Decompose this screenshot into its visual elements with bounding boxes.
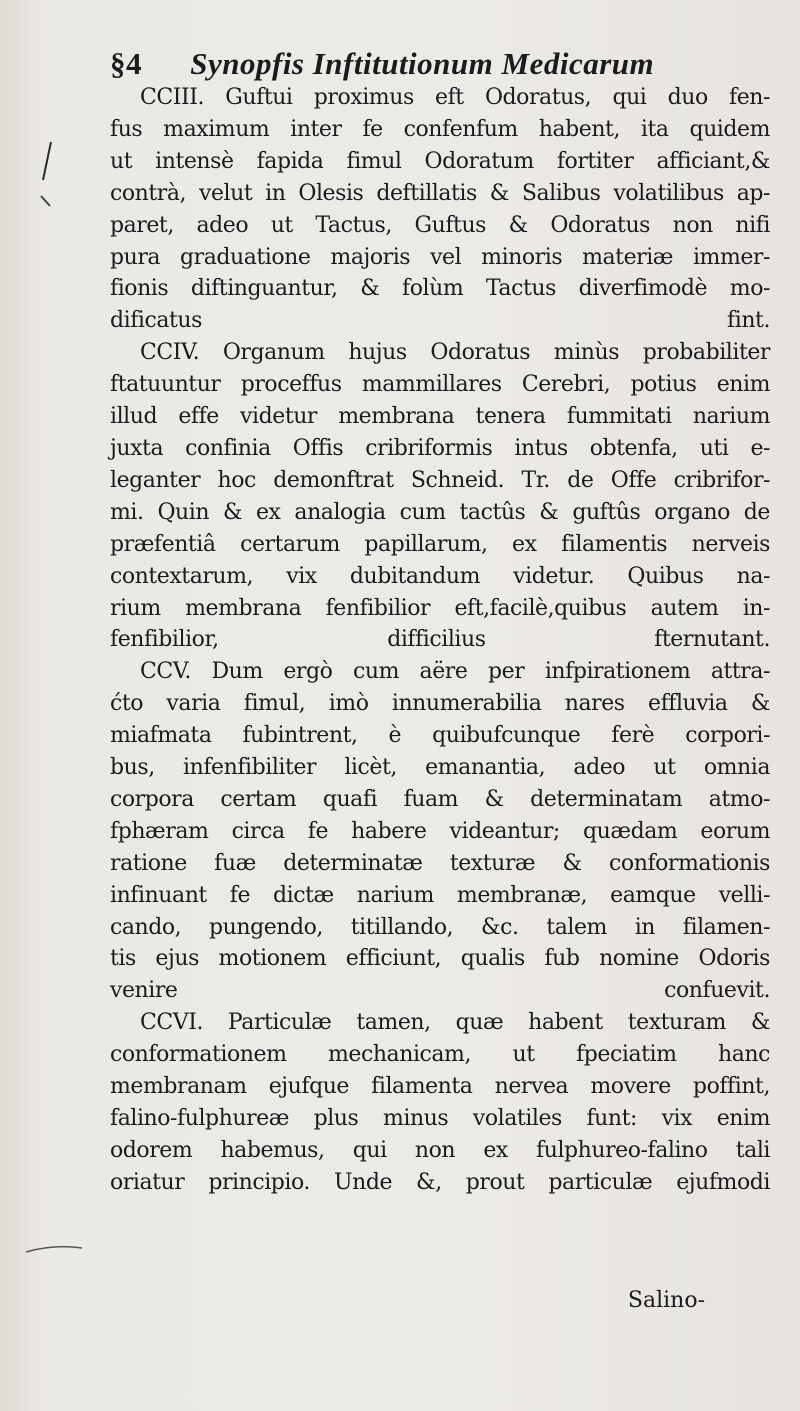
bottom-pen-mark [24, 1242, 84, 1256]
section-number: §4 [110, 46, 142, 81]
text-line: corpora certam quafi fuam & determinatam atmo- [110, 786, 770, 812]
text-line: fus maximum inter fe confenfum habent, ita quidem [110, 116, 770, 142]
text-line: ut intensè fapida fimul Odoratum fortiter afficiant,& [110, 148, 770, 174]
text-line: rium membrana fenfibilior eft,facilè,quibus autem in- [110, 595, 770, 621]
text-line: fenfibilior, difficilius fternutant. [110, 627, 770, 653]
text-line: CCIII. Guftui proximus eft Odoratus, qui duo fen- [140, 85, 770, 110]
text-line: ćto varia fimul, imò innumerabilia nares effluvia & [110, 691, 770, 717]
text-line: tis ejus motionem efficiunt, qualis fub nomine Odoris [110, 946, 770, 972]
text-line: fphæram circa fe habere videantur; quædam eorum [110, 818, 770, 844]
text-line: conformationem mechanicam, ut fpeciatim hanc [110, 1042, 770, 1068]
text-line: ftatuuntur proceffus mammillares Cerebri, potius enim [110, 372, 770, 398]
paragraph-cciii [110, 82, 770, 337]
text-line: CCV. Dum ergò cum aëre per infpirationem attra- [140, 659, 770, 685]
catchword: Salino- [627, 1288, 705, 1313]
paragraph-cciv [110, 337, 770, 656]
text-line: falino-fulphureæ plus minus volatiles funt: vix enim [110, 1106, 770, 1131]
text-line: præfentiâ certarum papillarum, ex filamentis nerveis [110, 531, 770, 557]
text-line: contextarum, vix dubitandum videtur. Quibus na- [110, 563, 770, 589]
text-line: bus, infenfibiliter licèt, emanantia, adeo ut omnia [110, 755, 770, 781]
text-line: dificatus fint. [110, 308, 770, 334]
text-line: leganter hoc demonftrat Schneid. Tr. de Offe cribrifor- [110, 467, 770, 493]
paragraph-ccv [110, 656, 770, 1007]
paragraph-ccvi [110, 1007, 770, 1198]
text-line: miafmata fubintrent, è quibufcunque ferè corpori- [110, 723, 770, 749]
text-line: CCIV. Organum hujus Odoratus minùs probabiliter [140, 340, 770, 366]
text-line: venire confuevit. [110, 978, 770, 1004]
text-line: fionis diftinguantur, & folùm Tactus diverfimodè mo- [110, 276, 770, 302]
text-line: CCVI. Particulæ tamen, quæ habent texturam & [140, 1010, 770, 1036]
text-line: illud effe videtur membrana tenera fummitati narium [110, 404, 770, 430]
running-header [110, 46, 654, 82]
text-line: oriatur principio. Unde &, prout particulæ ejufmodi [110, 1169, 770, 1195]
text-line: paret, adeo ut Tactus, Guftus & Odoratus non nifi [110, 212, 770, 238]
text-line: ratione fuæ determinatæ texturæ & conformationis [110, 850, 770, 876]
text-line: contrà, velut in Olesis deftillatis & Salibus volatilibus ap- [110, 180, 770, 206]
text-line: odorem habemus, qui non ex fulphureo-falino tali [110, 1137, 770, 1163]
text-line: juxta confinia Offis cribriformis intus obtenfa, uti e- [110, 435, 770, 461]
text-line: membranam ejufque filamenta nervea movere poffint, [110, 1074, 770, 1100]
text-line: cando, pungendo, titillando, &c. talem in filamen- [110, 914, 770, 940]
margin-pen-mark [37, 140, 55, 210]
body-text [110, 82, 770, 1199]
book-title: Synopfis Inftitutionum Medicarum [190, 46, 655, 81]
text-line: pura graduatione majoris vel minoris materiæ immer- [110, 244, 770, 270]
text-line: infinuant fe dictæ narium membranæ, eamque velli- [110, 882, 770, 908]
text-line: mi. Quin & ex analogia cum tactûs & guftûs organo de [110, 499, 770, 525]
